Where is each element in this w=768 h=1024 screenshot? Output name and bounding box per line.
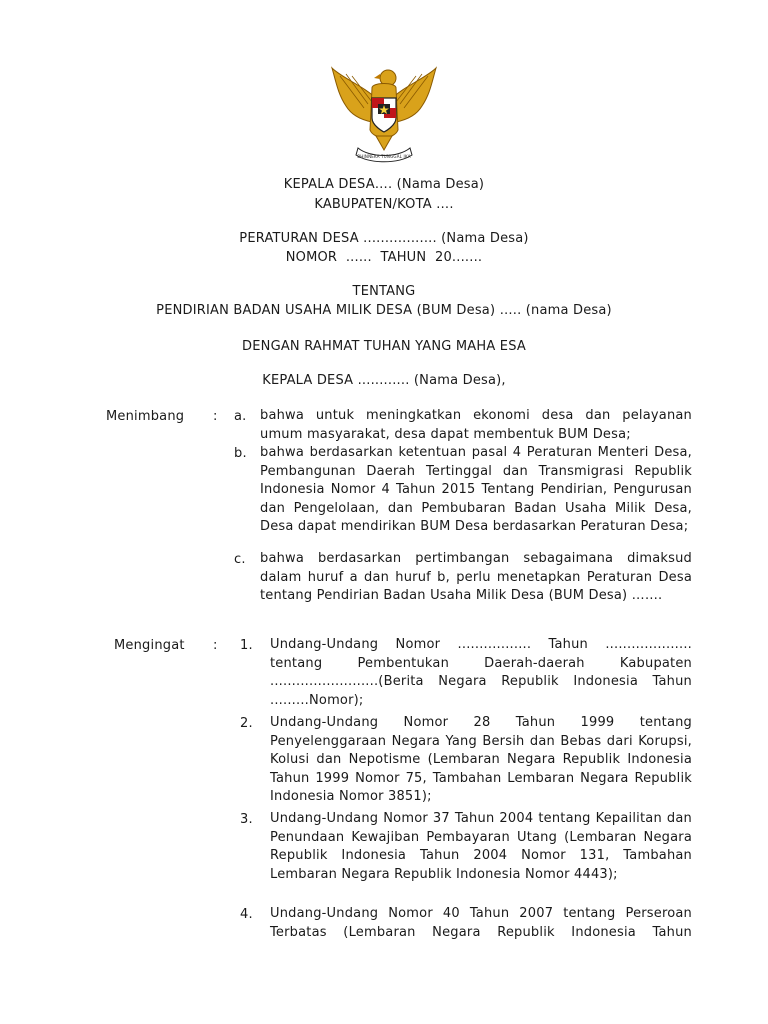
mengingat-item-text: Undang-Undang Nomor 37 Tahun 2004 tentang Kepailitan dan Penundaan Kewajiban Pembayaran Utang (Lembaran Negara Republik Indonesia Tahun 2004 Nomor 131, Tambahan Lembaran Negara Republik Indonesia Nomor 4443); bbox=[270, 811, 692, 882]
mengingat-label: Mengingat bbox=[114, 638, 185, 653]
mengingat-item-text: Undang-Undang Nomor ................. Tahun .................... tentang Pembentukan Daerah-daerah Kabupaten .........................(Berita Negara Republik Indonesia Tahun .........Nomor); bbox=[270, 637, 692, 708]
menimbang-label: Menimbang bbox=[106, 409, 185, 424]
mengingat-item-number: 2. bbox=[240, 716, 253, 731]
mengingat-item-text: Undang-Undang Nomor 28 Tahun 1999 tentang Penyelenggaraan Negara Yang Bersih dan Bebas dari Korupsi, Kolusi dan Nepotisme (Lembaran Negara Republik Indonesia Tahun 1999 Nomor 75, Tambahan Lembaran Negara Republik Indonesia Nomor 3851); bbox=[270, 715, 692, 805]
heading-tentang: TENTANG bbox=[352, 284, 416, 299]
heading-peraturan-desa: PERATURAN DESA ................. (Nama Desa) bbox=[239, 231, 529, 246]
mengingat-colon: : bbox=[213, 638, 218, 653]
heading-nomor-tahun: NOMOR ...... TAHUN 20....... bbox=[285, 250, 483, 265]
svg-text:BHINNEKA TUNGGAL IKA: BHINNEKA TUNGGAL IKA bbox=[357, 154, 411, 159]
mengingat-item-number: 4. bbox=[240, 907, 253, 922]
heading-rahmat: DENGAN RAHMAT TUHAN YANG MAHA ESA bbox=[242, 339, 526, 354]
mengingat-item-number: 1. bbox=[240, 638, 253, 653]
heading-kabupaten-kota: KABUPATEN/KOTA …. bbox=[314, 197, 454, 212]
menimbang-item-mark: a. bbox=[234, 409, 247, 424]
menimbang-item-text: bahwa untuk meningkatkan ekonomi desa dan pelayanan umum masyarakat, desa dapat membentuk BUM Desa; bbox=[260, 408, 692, 442]
menimbang-item-text: bahwa berdasarkan ketentuan pasal 4 Peraturan Menteri Desa, Pembangunan Daerah Tertinggal dan Transmigrasi Republik Indonesia Nomor 4 Tahun 2015 Tentang Pendirian, Pengurusan dan Pengelolaan, dan Pembubaran Badan Usaha Milik Desa, Desa dapat mendirikan BUM Desa berdasarkan Peraturan Desa; bbox=[260, 445, 692, 535]
heading-subject: PENDIRIAN BADAN USAHA MILIK DESA (BUM Desa) ….. (nama Desa) bbox=[156, 303, 612, 318]
menimbang-item-mark: b. bbox=[234, 446, 247, 461]
heading-kepala-desa-sign: KEPALA DESA ............ (Nama Desa), bbox=[262, 373, 506, 388]
heading-kepala-desa: KEPALA DESA…. (Nama Desa) bbox=[283, 177, 485, 192]
mengingat-item-text: Undang-Undang Nomor 40 Tahun 2007 tentang Perseroan Terbatas (Lembaran Negara Republik Indonesia Tahun bbox=[270, 906, 692, 940]
menimbang-item-mark: c. bbox=[234, 552, 246, 567]
mengingat-item-number: 3. bbox=[240, 812, 253, 827]
garuda-emblem-icon bbox=[328, 60, 440, 166]
menimbang-item-text: bahwa berdasarkan pertimbangan sebagaimana dimaksud dalam huruf a dan huruf b, perlu menetapkan Peraturan Desa tentang Pendirian Badan Usaha Milik Desa (BUM Desa) ……. bbox=[260, 551, 692, 604]
menimbang-colon: : bbox=[213, 409, 218, 424]
